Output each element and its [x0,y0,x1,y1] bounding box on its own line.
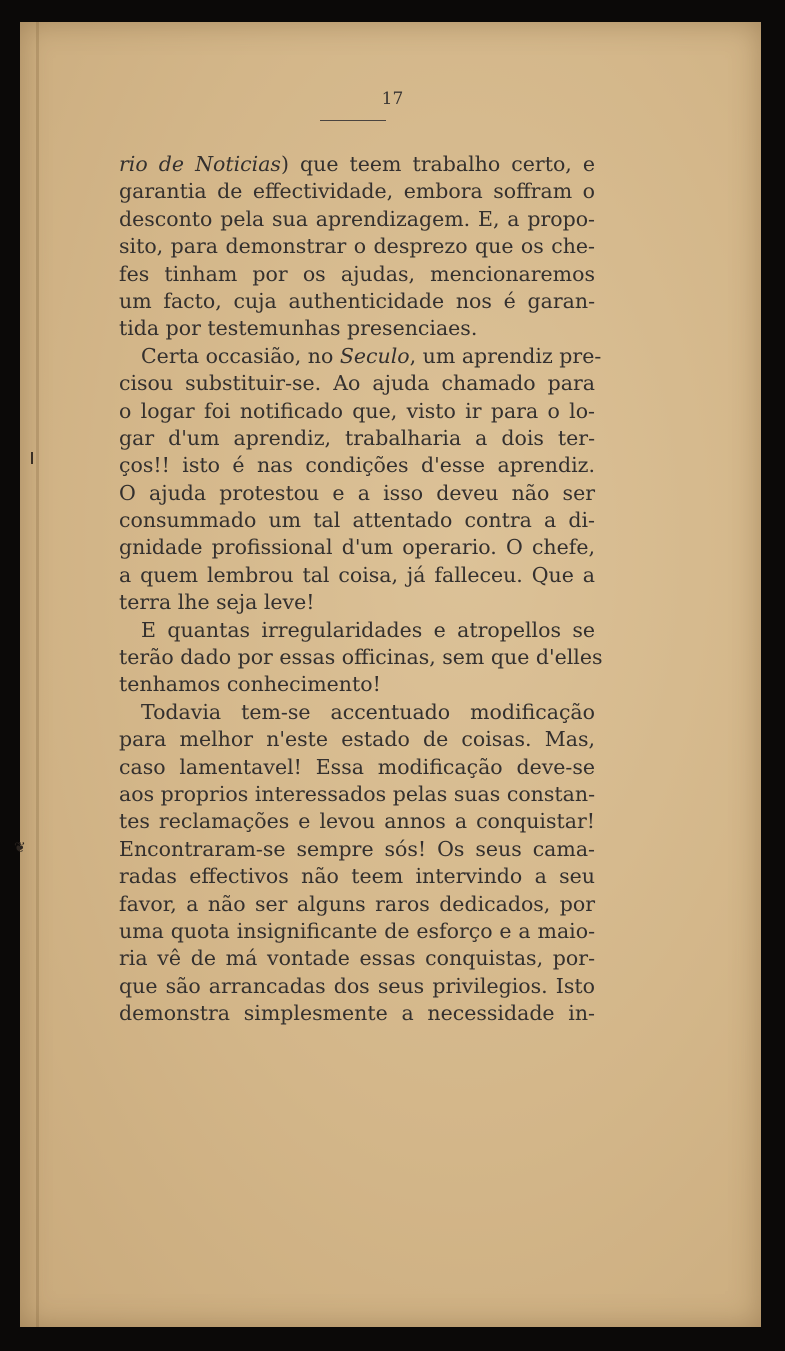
text-line: radas effectivos não teem intervindo a seu [119,864,595,889]
text-line: demonstra simplesmente a necessidade in- [119,1001,595,1026]
text-line: tenhamos conhecimento! [119,672,381,697]
margin-mark [31,452,33,464]
text-line: aos proprios interessados pelas suas constan- [119,781,595,806]
page-fold-shadow [36,22,39,1327]
text-line: garantia de effectividade, embora soffram o [119,179,595,204]
text-line: tida por testemunhas presenciaes. [119,316,478,341]
text-line: para melhor n'este estado de coisas. Mas, [119,727,595,752]
text-line: desconto pela sua aprendizagem. E, a propo- [119,206,595,231]
page-number: 17 [381,89,404,109]
fleuron-icon: ❦ [14,840,26,856]
text-line: cisou substituir-se. Ao ajuda chamado para [119,371,595,396]
text-line: gnidade profissional d'um operario. O chefe, [119,535,595,560]
text-line: tes reclamações e levou annos a conquistar! [119,809,595,834]
text-line: um facto, cuja authenticidade nos é garan- [119,288,595,313]
text-line: consummado um tal attentado contra a di- [119,508,595,533]
text-line: que são arrancadas dos seus privilegios. Isto [119,973,595,998]
text-line: E quantas irregularidades e atropellos se [141,617,595,642]
text-line: uma quota insignificante de esforço e a maio- [119,918,595,943]
text-line: sito, para demonstrar o desprezo que os che- [119,234,595,259]
text-line: fes tinham por os ajudas, mencionaremos [119,261,595,286]
text-line: gar d'um aprendiz, trabalharia a dois ter- [119,425,595,450]
text-line: terão dado por essas officinas, sem que d'elles [119,645,603,670]
text-line: terra lhe seja leve! [119,590,315,615]
text-line: favor, a não ser alguns raros dedicados, por [119,891,595,916]
text-line: caso lamentavel! Essa modificação deve-se [119,754,595,779]
text-line: Encontraram-se sempre sós! Os seus cama- [119,836,595,861]
text-line: rio de Noticias) que teem trabalho certo, e [119,152,595,176]
text-line: o logar foi notificado que, visto ir para o lo- [119,398,595,423]
text-line: ria vê de má vontade essas conquistas, por- [119,946,595,971]
text-line: Todavia tem-se accentuado modificação [141,699,595,724]
text-line: a quem lembrou tal coisa, já falleceu. Que a [119,562,595,587]
text-line: ços!! isto é nas condições d'esse aprendiz. [119,453,595,478]
text-line: O ajuda protestou e a isso deveu não ser [119,480,595,505]
text-line: Certa occasião, no Seculo, um aprendiz pre- [141,343,602,368]
header-rule [320,120,386,121]
body-text [119,151,603,1028]
